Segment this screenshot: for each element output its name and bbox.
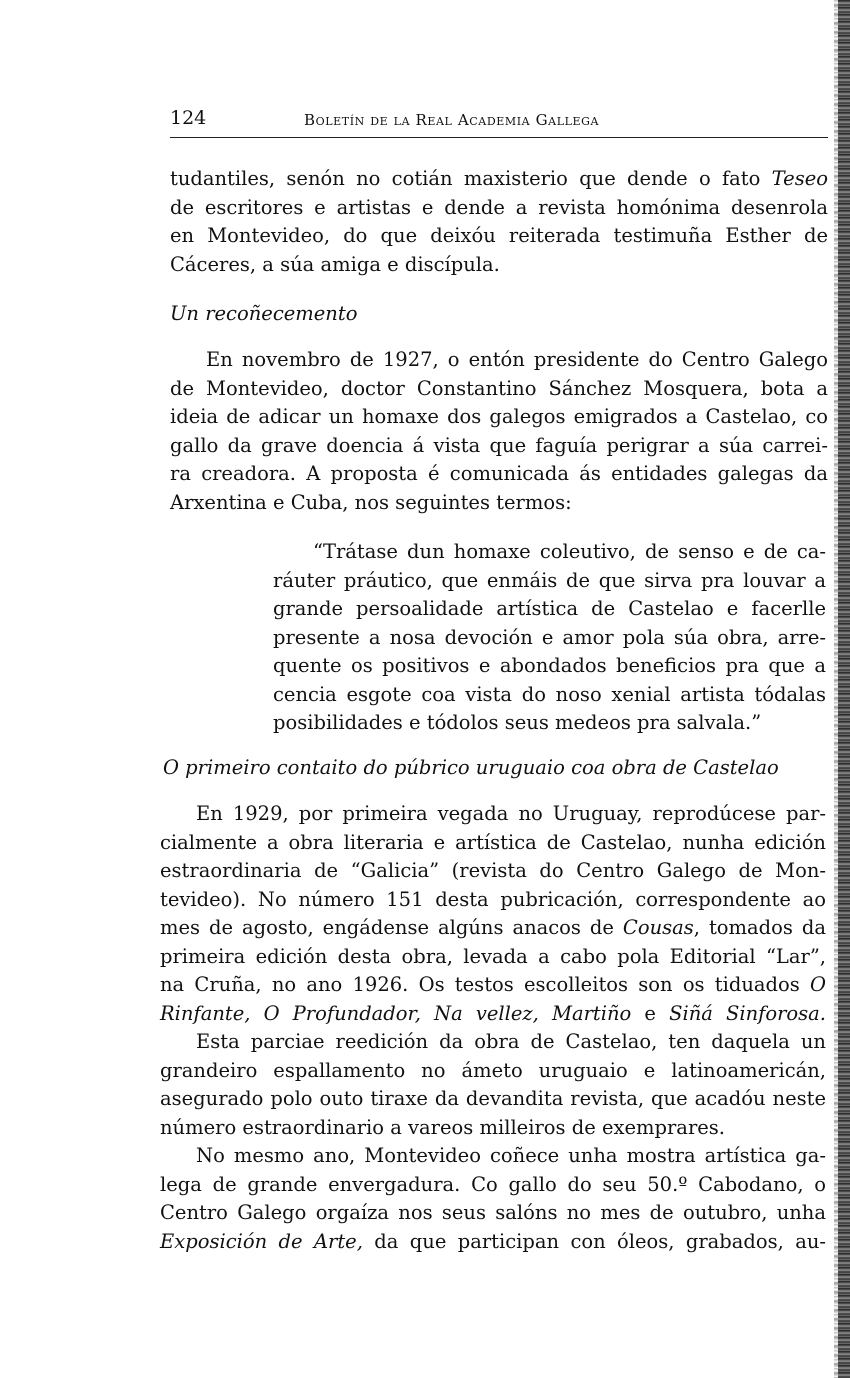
text-line: número estraordinario a vareos milleiros de exemprares.: [160, 1115, 726, 1139]
quote-line: presente a nosa devoción e amor pola súa obra, arre-: [273, 625, 826, 649]
text-line: Cáceres, a súa amiga e discípula.: [170, 252, 500, 276]
text-line: En 1929, por primeira vegada no Uruguay, reprodúcese par-: [196, 802, 826, 825]
quote-line: cencia esgote coa vista do noso xenial artista tódalas: [273, 682, 826, 706]
quote-line: quente os positivos e abondados beneficios pra que a: [273, 654, 826, 677]
text-line: cialmente a obra literaria e artística de Castelao, nunha edición: [160, 830, 826, 854]
text-line: Exposición de Arte, da que participan con óleos, grabados, au-: [160, 1229, 826, 1253]
quote-line: “Trátase dun homaxe coleutivo, de senso e de ca-: [313, 540, 826, 563]
section-heading: O primeiro contaito do púbrico uruguaio coa obra de Castelao: [163, 756, 779, 779]
quote-line: grande persoalidade artística de Castelao e facerlle: [273, 597, 826, 620]
text-line: asegurado polo outo tiraxe da devandita revista, que acadóu neste: [160, 1087, 826, 1110]
text-line: en Montevideo, do que deixóu reiterada testimuña Esther de: [170, 224, 828, 247]
text-line: Centro Galego orgaíza nos seus salóns no mes de outubro, unha: [160, 1201, 826, 1224]
text-line: ra creadora. A proposta é comunicada ás entidades galegas da: [170, 462, 828, 485]
text-line: Esta parciae reedición da obra de Castelao, ten daquela un: [196, 1030, 826, 1053]
text-line: grandeiro espallamento no ámeto uruguaio e latinoamericán,: [160, 1058, 826, 1082]
text-line: tevideo). No número 151 desta pubricación, correspondente ao: [160, 887, 826, 911]
block-quote: [273, 538, 826, 738]
text-line: gallo da grave doencia á vista que faguía perigrar a súa carrei-: [170, 433, 828, 457]
text-line: primeira edición desta obra, levada a cabo pola Editorial “Lar”,: [160, 944, 826, 968]
text-line: estraordinaria de “Galicia” (revista do Centro Galego de Mon-: [160, 859, 826, 882]
text-line: Arxentina e Cuba, nos seguintes termos:: [170, 490, 572, 514]
page-number: 124: [170, 107, 207, 129]
text-line: de Montevideo, doctor Constantino Sánchez Mosquera, bota a: [170, 376, 828, 400]
text-line: No mesmo ano, Montevideo coñece unha mostra artística ga-: [196, 1144, 826, 1167]
quote-line: posibilidades e tódolos seus medeos pra salvala.”: [273, 711, 762, 734]
text-line: mes de agosto, engádense algúns anacos de Cousas, tomados da: [160, 916, 826, 939]
text-line: tudantiles, senón no cotián maxisterio que dende o fato Teseo: [170, 167, 828, 190]
text-line: En novembro de 1927, o entón presidente do Centro Galego: [206, 348, 828, 371]
text-line: na Cruña, no ano 1926. Os testos escolleitos son os tiduados O: [160, 973, 826, 996]
paragraph-reedition: [160, 1028, 826, 1142]
page-header: [170, 103, 828, 138]
book-binding-edge: [838, 0, 850, 1378]
section-heading: Un recoñecemento: [170, 302, 358, 325]
paragraph-exhibition: [160, 1142, 826, 1256]
text-line: de escritores e artistas e dende a revista homónima desenrola: [170, 195, 828, 219]
quote-line: ráuter práutico, que enmáis de que sirva pra louvar a: [273, 568, 826, 592]
running-title: Boletín de la Real Academia Gallega: [304, 111, 600, 129]
paragraph-continuation: [170, 165, 828, 279]
text-line: ideia de adicar un homaxe dos galegos emigrados a Castelao, co: [170, 405, 828, 428]
paragraph-edition: [160, 800, 826, 1028]
paragraph-homage: [170, 346, 828, 517]
text-line-italic-titles: Rinfante, O Profundador, Na vellez, Martiño e Siñá Sinforosa.: [160, 1001, 826, 1025]
text-line: lega de grande envergadura. Co gallo do seu 50.º Cabodano, o: [160, 1172, 826, 1196]
